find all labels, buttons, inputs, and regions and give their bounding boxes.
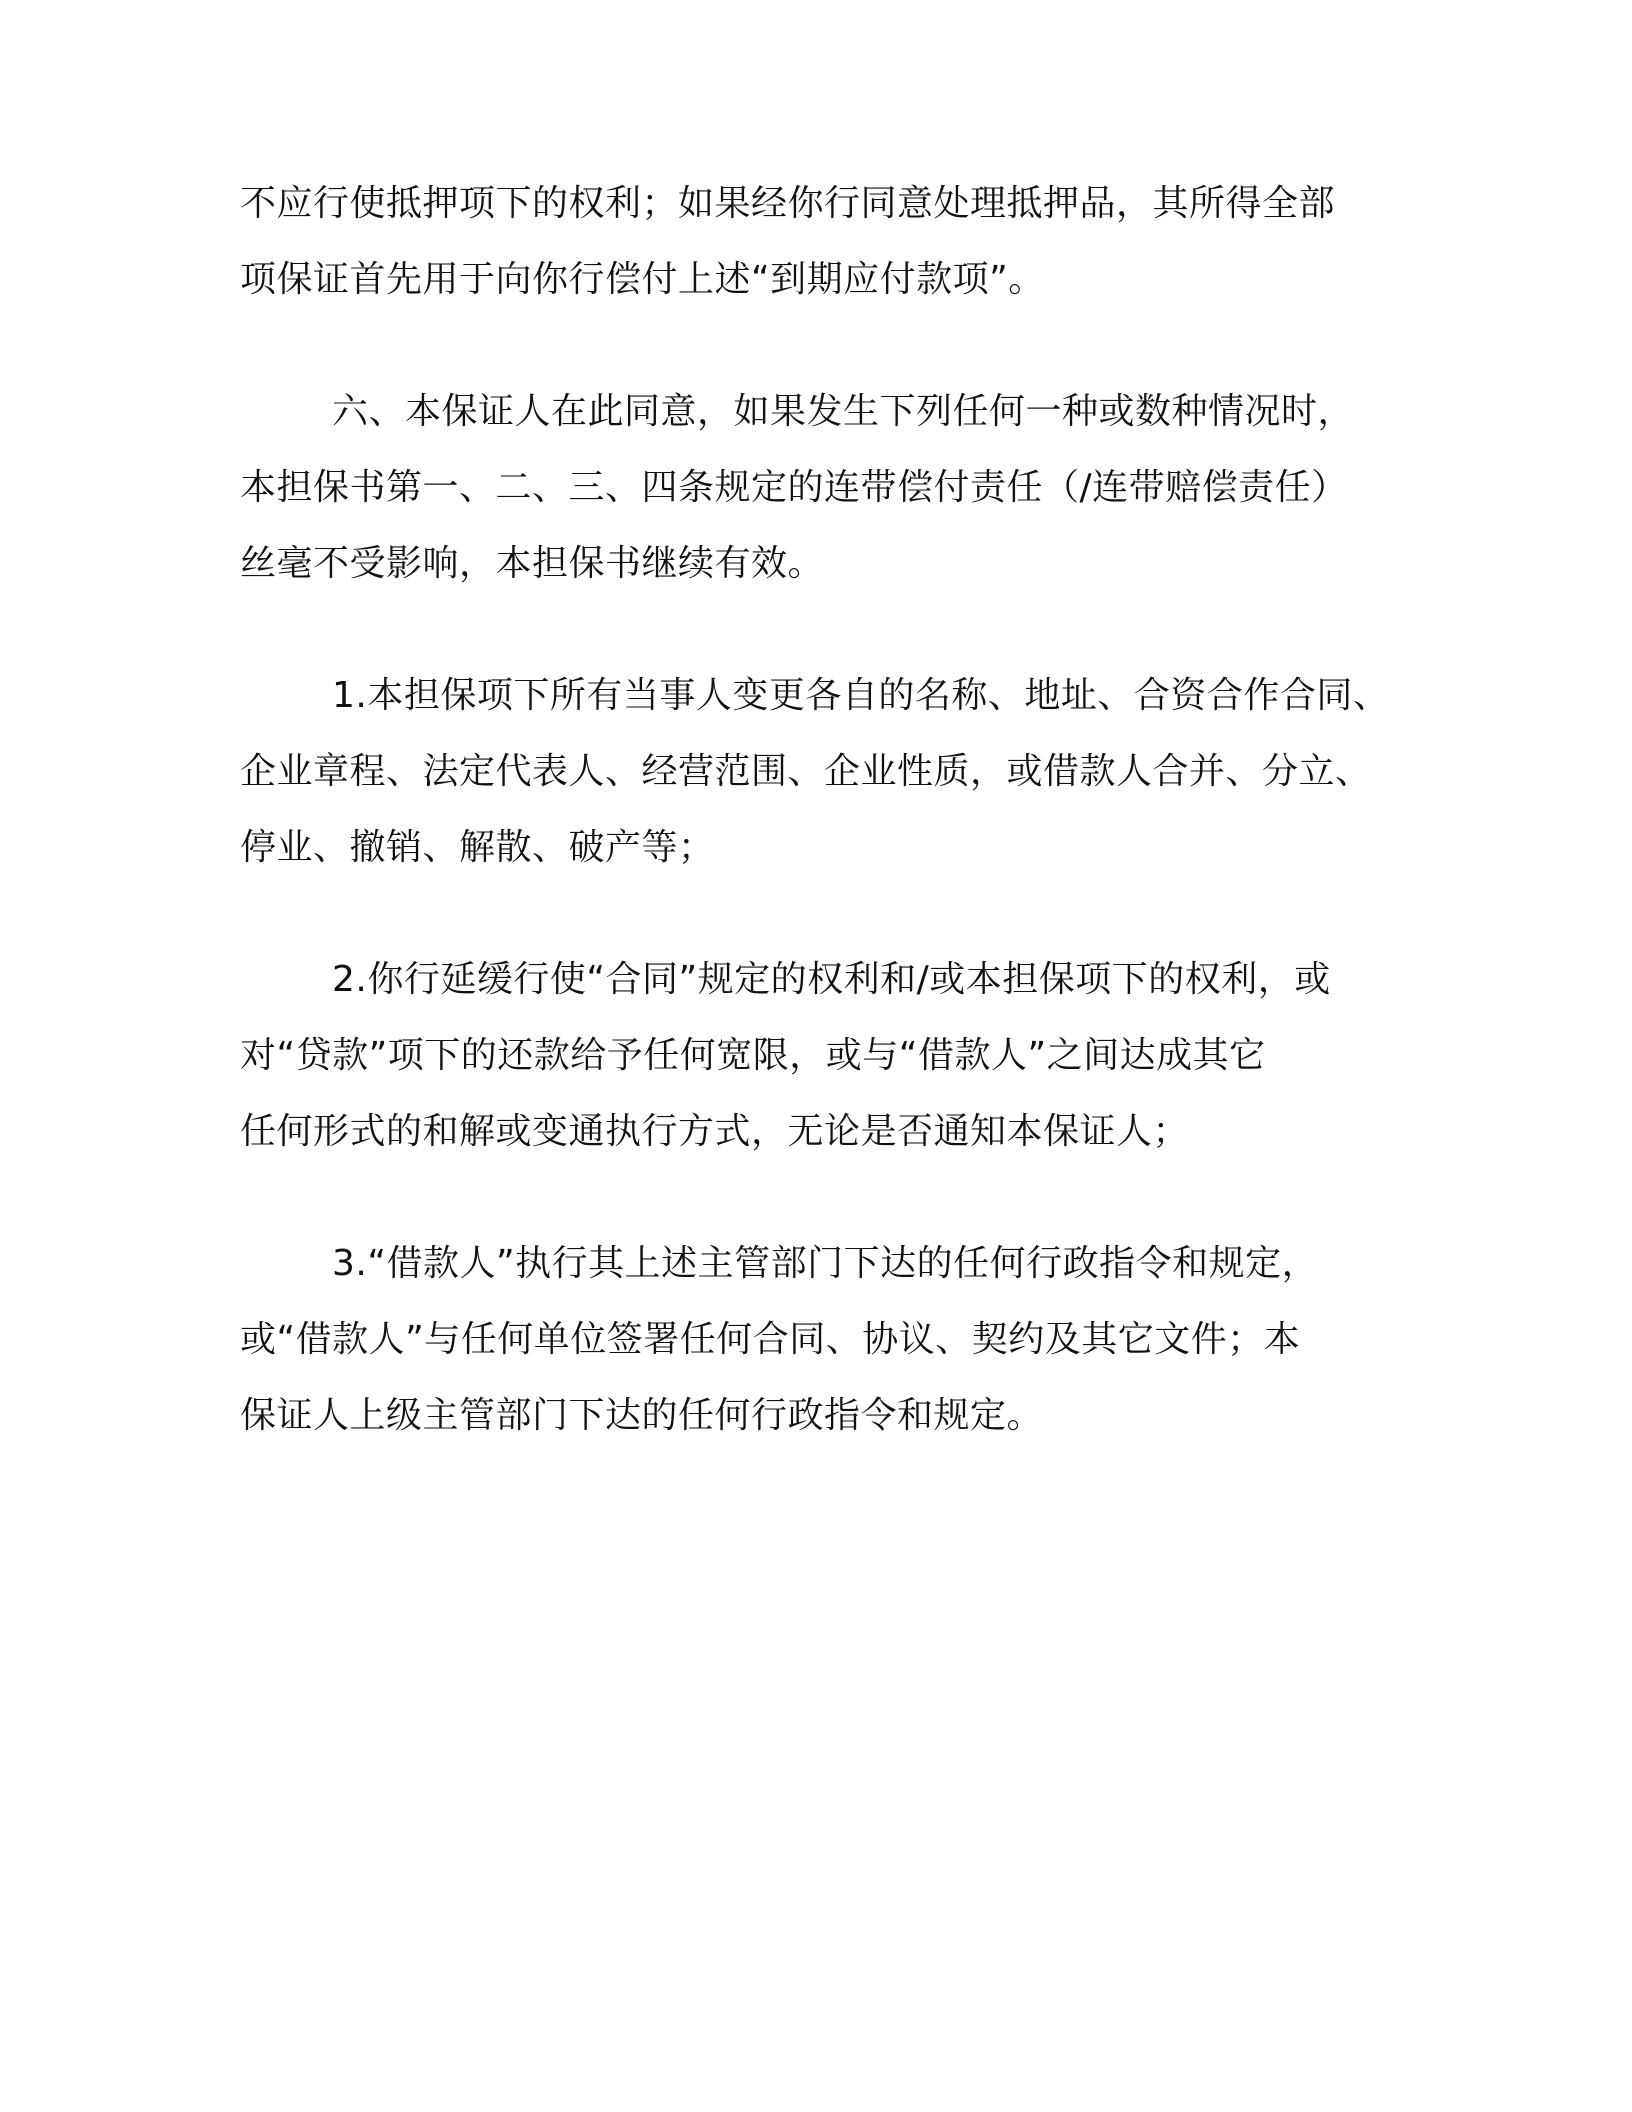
text-line: 对“贷款”项下的还款给予任何宽限，或与“借款人”之间达成其它 bbox=[240, 1035, 1266, 1076]
text-line: 企业章程、法定代表人、经营范围、企业性质，或借款人合并、分立、 bbox=[240, 751, 1372, 792]
text-line: 1.本担保项下所有当事人变更各自的名称、地址、合资合作合同、 bbox=[332, 675, 1390, 716]
paragraph-spacer bbox=[240, 326, 1440, 394]
paragraph-spacer bbox=[240, 894, 1440, 962]
text-line: 保证人上级主管部门下达的任何行政指令和规定。 bbox=[240, 1395, 1044, 1436]
paragraph-item-2 bbox=[240, 959, 1440, 1152]
text-line: 停业、撤销、解散、破产等； bbox=[240, 827, 715, 868]
paragraph-item-3 bbox=[240, 1243, 1440, 1436]
text-line: 或“借款人”与任何单位签署任何合同、协议、契约及其它文件；本 bbox=[240, 1319, 1301, 1360]
paragraph-clause-six bbox=[240, 391, 1440, 584]
paragraph-mortgage-proceeds bbox=[240, 183, 1440, 300]
text-line: 丝毫不受影响，本担保书继续有效。 bbox=[240, 543, 825, 584]
text-line: 2.你行延缓行使“合同”规定的权利和/或本担保项下的权利，或 bbox=[332, 959, 1331, 1000]
document-body bbox=[240, 183, 1440, 1462]
paragraph-spacer bbox=[240, 1178, 1440, 1246]
paragraph-spacer bbox=[240, 610, 1440, 678]
text-line: 不应行使抵押项下的权利；如果经你行同意处理抵押品，其所得全部 bbox=[240, 183, 1336, 224]
text-line: 3.“借款人”执行其上述主管部门下达的任何行政指令和规定， bbox=[332, 1243, 1319, 1284]
text-line: 六、本保证人在此同意，如果发生下列任何一种或数种情况时， bbox=[332, 391, 1355, 432]
paragraph-item-1 bbox=[240, 675, 1440, 868]
text-line: 任何形式的和解或变通执行方式，无论是否通知本保证人； bbox=[240, 1111, 1190, 1152]
text-line: 本担保书第一、二、三、四条规定的连带偿付责任（/连带赔偿责任） bbox=[240, 467, 1348, 508]
text-line: 项保证首先用于向你行偿付上述“到期应付款项”。 bbox=[240, 259, 1045, 300]
